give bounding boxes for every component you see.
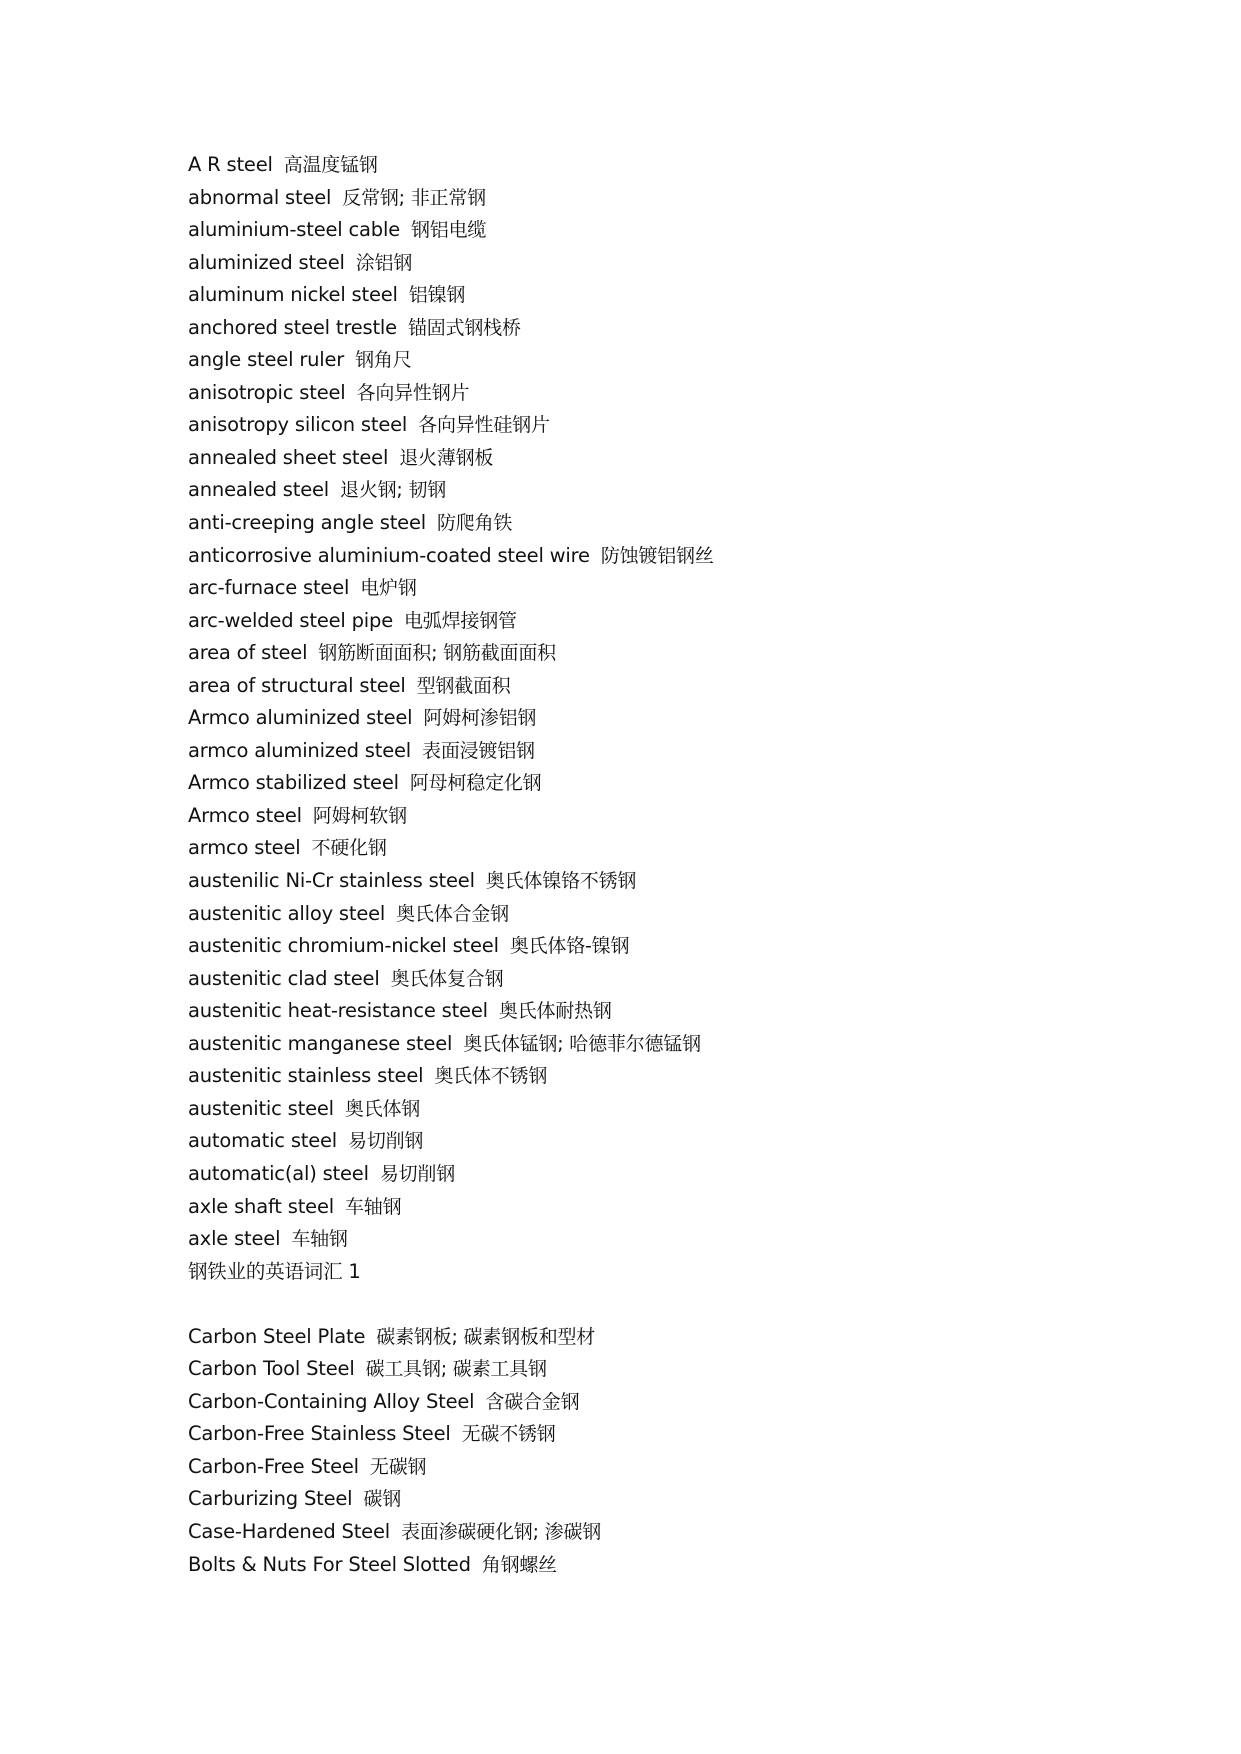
english-term: anticorrosive aluminium-coated steel wire [188,543,590,567]
chinese-translation: 铝镍钢 [408,284,466,307]
glossary-entry [188,898,1088,931]
english-term: area of steel [188,641,308,665]
glossary-entry [188,670,1088,703]
chinese-translation: 退火钢; 韧钢 [340,479,447,502]
glossary-entry [188,214,1088,247]
glossary-entry [188,995,1088,1028]
english-term: austenitic manganese steel [188,1031,453,1055]
chinese-translation: 退火薄钢板 [399,446,494,469]
chinese-translation: 碳钢 [363,1488,401,1511]
chinese-translation: 阿母柯稳定化钢 [409,772,542,795]
english-term: A R steel [188,153,273,176]
chinese-translation: 碳素钢板; 碳素钢板和型材 [376,1325,596,1348]
chinese-translation: 含碳合金钢 [485,1390,580,1413]
chinese-translation: 反常钢; 非正常钢 [342,186,486,209]
glossary-entry [188,963,1088,996]
english-term: annealed sheet steel [188,445,389,469]
glossary-entry [188,1321,1088,1354]
chinese-translation: 奥氏体铬-镍钢 [509,935,630,958]
english-term: Carbon-Free Steel [188,1454,359,1478]
glossary-entry [188,1483,1088,1516]
chinese-translation: 各向异性硅钢片 [418,414,550,437]
chinese-translation: 无碳钢 [369,1455,427,1478]
english-term: Carbon-Free Stainless Steel [188,1422,451,1446]
chinese-translation: 奥氏体合金钢 [396,902,509,925]
chinese-translation: 钢角尺 [355,349,412,372]
english-term: Carbon Tool Steel [188,1357,355,1381]
glossary-entry [188,572,1088,605]
glossary-entry [188,637,1088,670]
chinese-translation: 不硬化钢 [311,837,387,860]
blank-line [188,1288,1088,1321]
glossary-entry [188,540,1088,573]
english-term: armco steel [188,836,301,860]
chinese-translation: 电炉钢 [360,577,417,600]
english-term: austenitic clad steel [188,966,380,990]
chinese-translation: 阿姆柯软钢 [312,804,407,827]
glossary-entry [188,605,1088,638]
english-term: anchored steel trestle [188,315,397,339]
chinese-translation: 易切削钢 [379,1162,456,1185]
chinese-translation: 型钢截面积 [416,674,511,697]
english-term: Armco steel [188,803,302,827]
chinese-translation: 钢铝电缆 [411,219,487,242]
english-term: anisotropic steel [188,380,346,404]
glossary-entry [188,1060,1088,1093]
chinese-translation: 电弧焊接钢管 [404,609,517,632]
glossary-entry [188,279,1088,312]
glossary-entry [188,507,1088,540]
chinese-translation: 钢筋断面面积; 钢筋截面面积 [318,642,556,665]
english-term: annealed steel [188,478,330,502]
glossary-entry [188,1516,1088,1549]
english-term: area of structural steel [188,673,406,697]
chinese-translation: 涂铝钢 [355,251,413,274]
glossary-entry [188,1418,1088,1451]
english-term: anisotropy silicon steel [188,413,408,437]
glossary-entry [188,1028,1088,1061]
english-term: Armco aluminized steel [188,706,413,730]
english-term: abnormal steel [188,185,332,209]
english-term: axle shaft steel [188,1194,334,1218]
section-caption: 钢铁业的英语词汇 1 [188,1259,361,1283]
glossary-entry [188,1191,1088,1224]
glossary-entry [188,1353,1088,1386]
chinese-translation: 表面浸镀铝钢 [422,739,535,762]
chinese-translation: 防蚀镀铝钢丝 [600,544,714,567]
chinese-translation: 奥氏体钢 [344,1097,421,1120]
chinese-translation: 易切削钢 [348,1130,424,1153]
english-term: austenitic heat-resistance steel [188,999,488,1023]
chinese-translation: 无碳不锈钢 [461,1423,556,1446]
english-term: automatic steel [188,1129,338,1153]
english-term: arc-welded steel pipe [188,608,393,632]
glossary-entry [188,409,1088,442]
glossary-entry [188,149,1088,182]
chinese-translation: 角钢螺丝 [481,1553,557,1576]
english-term: automatic(al) steel [188,1161,369,1185]
english-term: Case-Hardened Steel [188,1519,390,1543]
chinese-translation: 表面渗碳硬化钢; 渗碳钢 [401,1520,602,1543]
glossary-entry [188,1093,1088,1126]
english-term: austenitic alloy steel [188,901,386,925]
chinese-translation: 奥氏体耐热钢 [498,1000,612,1023]
english-term: armco aluminized steel [188,738,412,762]
glossary-text [188,149,1088,1581]
english-term: aluminized steel [188,250,345,274]
glossary-entry [188,182,1088,215]
glossary-entry [188,247,1088,280]
chinese-translation: 奥氏体复合钢 [390,967,504,990]
chinese-translation: 碳工具钢; 碳素工具钢 [365,1358,547,1381]
glossary-entry [188,1386,1088,1419]
chinese-translation: 车轴钢 [291,1228,348,1251]
english-term: aluminum nickel steel [188,283,398,307]
english-term: anti-creeping angle steel [188,511,426,535]
glossary-entry [188,442,1088,475]
glossary-entry [188,865,1088,898]
chinese-translation: 锚固式钢栈桥 [407,316,521,339]
glossary-entry [188,377,1088,410]
chinese-translation: 各向异性钢片 [356,381,470,404]
glossary-entry [188,1158,1088,1191]
chinese-translation: 高温度锰钢 [283,154,378,176]
glossary-entry [188,1549,1088,1582]
chinese-translation: 阿姆柯渗铝钢 [423,707,537,730]
glossary-entry [188,1223,1088,1256]
glossary-entry [188,800,1088,833]
glossary-entry [188,1451,1088,1484]
glossary-entry [188,832,1088,865]
glossary-entry [188,1125,1088,1158]
chinese-translation: 奥氏体不锈钢 [434,1065,548,1088]
glossary-entry [188,767,1088,800]
chinese-translation: 车轴钢 [344,1195,402,1218]
english-term: austenilic Ni-Cr stainless steel [188,869,475,893]
english-term: Bolts & Nuts For Steel Slotted [188,1552,471,1576]
english-term: Armco stabilized steel [188,771,399,795]
glossary-entry [188,474,1088,507]
english-term: austenitic chromium-nickel steel [188,934,499,958]
english-term: Carbon Steel Plate [188,1324,366,1348]
english-term: austenitic steel [188,1096,334,1120]
glossary-entry [188,702,1088,735]
glossary-entry [188,735,1088,768]
chinese-translation: 奥氏体锰钢; 哈德菲尔德锰钢 [463,1032,701,1055]
chinese-translation: 防爬角铁 [436,512,513,535]
english-term: arc-furnace steel [188,576,350,600]
english-term: austenitic stainless steel [188,1064,424,1088]
english-term: Carburizing Steel [188,1487,353,1511]
glossary-entry [188,344,1088,377]
english-term: angle steel ruler [188,348,345,372]
english-term: Carbon-Containing Alloy Steel [188,1389,475,1413]
glossary-entry [188,930,1088,963]
glossary-entry [188,312,1088,345]
chinese-translation: 奥氏体镍铬不锈钢 [485,870,637,893]
english-term: aluminium-steel cable [188,218,400,242]
english-term: axle steel [188,1227,281,1251]
